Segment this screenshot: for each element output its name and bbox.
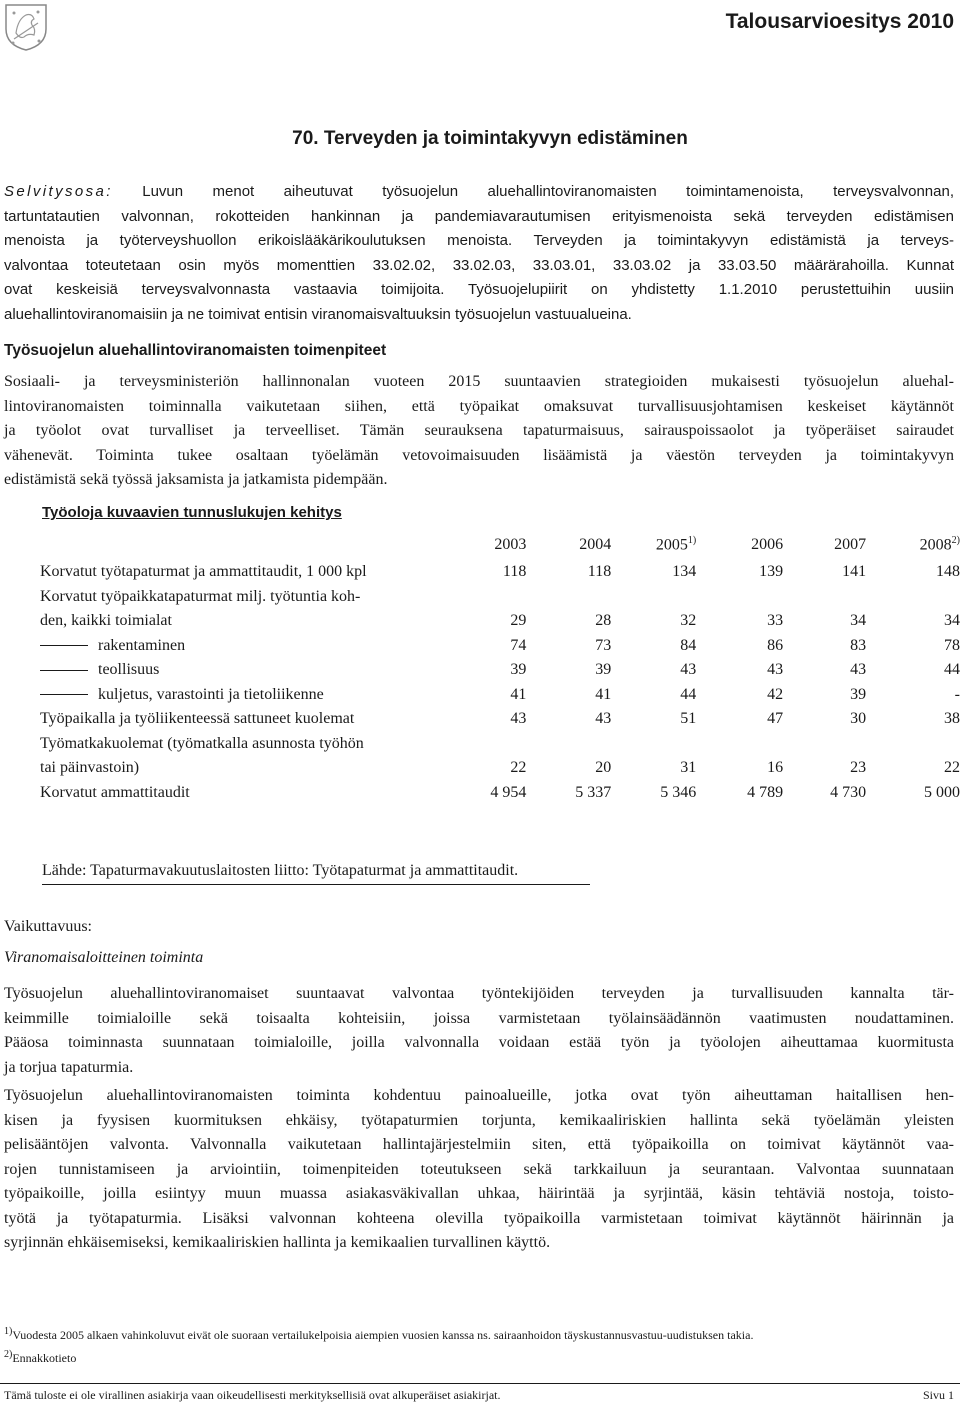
table-cell: 41: [595, 685, 612, 703]
year-header: 2007: [834, 536, 867, 553]
table-row: [40, 683, 960, 708]
year-header: 2003: [494, 536, 527, 553]
table-cell: 134: [672, 563, 697, 580]
measures-paragraph: Sosiaali- ja terveysministeriön hallinnonalan vuoteen 2015 suuntaavien strategioiden mukaisesti työsuojelun aluehal- lintoviranomaisten toiminnalla vaikutetaan siihen, että työpaikat omaksuvat turvallisuusjohtamisen keskeiset käytännöt ja työolot ovat turvalliset ja terveelliset. Tämän seurauksena tapaturmaisuus, sairauspoissaolot ja työperäiset sairaudet vähenevät. Toiminta tukee osaltaan työelämän vetovoimaisuuden lisäämistä ja väestön terveyden ja toimintakyvyn edistämistä sekä työssä jaksamista ja jatkamista pidempään.: [4, 373, 954, 488]
table-cell: 38: [944, 710, 960, 727]
table-cell: 5 000: [924, 783, 960, 801]
table-cell: 34: [850, 612, 867, 629]
table-row: [40, 658, 960, 683]
table-cell: 51: [680, 710, 697, 727]
table-cell: 74: [510, 636, 527, 654]
table-cell: 39: [510, 661, 527, 678]
table-cell: 32: [680, 612, 697, 629]
table-row: [40, 732, 960, 781]
table-cell: 44: [680, 685, 697, 703]
table-cell: 41: [510, 685, 527, 703]
table-cell: 43: [680, 661, 697, 678]
intro-line: menoista ja työterveyshuollon erikoislääkärikoulutuksen menoista. Terveyden ja toimintakyvyn edistämistä ja terveys-: [4, 232, 954, 249]
table-cell: 4 730: [830, 783, 867, 801]
footer-divider: [0, 1383, 960, 1384]
table-cell: 43: [510, 710, 527, 727]
table-cell: 22: [944, 759, 960, 776]
table-title: Työoloja kuvaavien tunnuslukujen kehitys: [42, 504, 342, 521]
subheading: Työsuojelun aluehallintoviranomaisten toimenpiteet: [4, 342, 387, 359]
impact-paragraph-2: Työsuojelun aluehallintoviranomaisten toiminta kohdentuu painoalueille, jotka ovat työn aiheuttaman haitallisen hen- kisen ja fyysisen kuormituksen ehkäisy, työtapaturmien torjunta, kemikaaliriskien hallinta sekä työelämän yleisten pelisääntöjen valvonta. Valvonnalla vaikutetaan hallintajärjestelmiin siten, että työpaikoilla on toimivat käytännöt vaa- rojen tunnistamiseen ja arviointiin, toimenpiteiden toteutukseen sekä tarkkailuun ja seurantaan. Valvontaa suunnataan työpaikoille, joilla esiintyy muun muassa asiakasväkivallan uhkaa, häirintää ja syrjintää, käsin tehtäviä nostoja, toisto- työtä ja työtapaturmia. Lisäksi valvonnan kohteena olevilla työpaikoilla varmistetaan toimivat käytännöt häirinnän ja syrjinnän ehkäisemiseksi, kemikaaliriskien hallinta ja kemikaalien turvallinen käyttö.: [4, 1087, 954, 1251]
intro-paragraph: Selvitysosa: Luvun menot aiheutuvat työsuojelun aluehallintoviranomaisten toimintamenoista, terveysvalvonnan, tartuntatautien valvonnan, rokotteiden hankinnan ja pandemiavarautumisen erityismenoista sekä terveyden edistämisen menoista ja työterveyshuollon erikoislääkärikoulutuksen menoista. Terveyden ja toimintakyvyn edistämistä ja terveys- valvontaa toteutetaan osin myös momenttien 33.02.02, 33.02.03, 33.03.01, 33.03.02 ja 33.03.50 määrärahoilla. Kunnat ovat keskeisiä terveysvalvonnasta vastaavia toimijoita. Työsuojelupiirit on yhdistetty 1.1.2010 perustettuihin uusiin aluehallintoviranomaisiin ja ne toimivat entisin viranomaisvaltuuksin työsuojelun vastuualueina.: [4, 183, 954, 323]
impact-subheading: Viranomaisaloitteinen toiminta: [4, 949, 204, 966]
row-label: kuljetus, varastointi ja tietoliikenne: [40, 683, 439, 708]
table-cell: 33: [767, 612, 784, 629]
table-cell: 43: [850, 661, 867, 678]
table-cell: 78: [944, 636, 960, 654]
table-cell: 44: [944, 661, 960, 678]
table-cell: 43: [767, 661, 784, 678]
indent-dash: [40, 645, 88, 646]
page-number: Sivu 1: [922, 1388, 954, 1402]
indicator-table: [40, 530, 960, 805]
table-cell: 39: [595, 661, 612, 678]
table-cell: 42: [767, 685, 784, 703]
row-label: teollisuus: [40, 658, 439, 683]
table-cell: 43: [595, 710, 612, 727]
table-cell: 4 789: [747, 783, 784, 801]
table-row: [40, 634, 960, 659]
table-cell: 34: [944, 612, 960, 629]
coat-of-arms-icon: [4, 3, 48, 51]
table-cell: 86: [767, 636, 784, 654]
table-cell: 47: [767, 710, 784, 727]
table-cell: 4 954: [490, 783, 527, 801]
table-cell: -: [954, 685, 960, 703]
row-label: Korvatut työtapaturmat ja ammattitaudit, 1 000 kpl: [40, 563, 367, 580]
table-cell: 148: [936, 563, 960, 580]
row-label: rakentaminen: [40, 634, 439, 659]
table-cell: 118: [502, 563, 527, 580]
impact-paragraph-1: Työsuojelun aluehallintoviranomaiset suuntaavat valvontaa työntekijöiden terveyden ja turvallisuuden kannalta tär- keimmille toimialoille sekä toisaalta kohteisiin, joissa varmistetaan työlainsäädännön vaatimusten noudattaminen. Pääosa toiminnasta suunnataan toimialoille, joilla valvonnalla voidaan estää työn ja työolojen aiheuttamaa kuormitusta ja torjua tapaturmia.: [4, 985, 954, 1076]
footnote-2: $^{2)}$Ennakkotieto: [4, 1349, 77, 1365]
indent-dash: [40, 670, 88, 671]
table-row: [40, 585, 960, 634]
indent-dash: [40, 694, 88, 695]
table-cell: 29: [510, 612, 527, 629]
year-header: 2004: [579, 536, 612, 553]
impact-heading: Vaikuttavuus:: [4, 918, 92, 935]
table-cell: 73: [595, 636, 612, 654]
table-source: Lähde: Tapaturmavakuutuslaitosten liitto: Työtapaturmat ja ammattitaudit.: [42, 862, 519, 879]
row-label: Työpaikalla ja työliikenteessä sattuneet kuolemat: [40, 710, 355, 727]
table-cell: 118: [587, 563, 612, 580]
row-label: Korvatut työpaikkatapaturmat milj. työtuntia koh- den, kaikki toimialat: [40, 587, 361, 629]
table-row: [40, 781, 960, 806]
table-cell: 31: [680, 759, 697, 776]
year-header: 2008$^{2)}$: [919, 535, 960, 554]
table-cell: 20: [595, 759, 612, 776]
year-header: 2006: [751, 536, 784, 553]
table-cell: 5 337: [575, 783, 612, 801]
row-label: Työmatkakuolemat (työmatkalla asunnosta työhön tai päinvastoin): [40, 734, 364, 776]
table-cell: 84: [680, 636, 697, 654]
table-header-row: [40, 530, 960, 560]
table-cell: 83: [850, 636, 867, 654]
source-underline: [42, 884, 590, 885]
table-row: [40, 560, 960, 585]
year-header: 2005$^{1)}$: [655, 535, 697, 554]
table-cell: 22: [510, 759, 527, 776]
table-cell: 139: [759, 563, 784, 580]
table-cell: 141: [842, 563, 867, 580]
table-cell: 30: [850, 710, 867, 727]
section-title: 70. Terveyden ja toimintakyvyn edistäminen: [292, 128, 688, 149]
table-cell: 39: [850, 685, 867, 703]
table-cell: 28: [595, 612, 612, 629]
table-cell: 23: [850, 759, 867, 776]
table-cell: 16: [767, 759, 784, 776]
footer-disclaimer: Tämä tuloste ei ole virallinen asiakirja vaan oikeudellisesti merkityksellisiä ovat alkuperäiset asiakirjat.: [4, 1388, 501, 1402]
row-label: Korvatut ammattitaudit: [40, 783, 190, 801]
table-row: [40, 707, 960, 732]
document-header-title: Talousarvioesitys 2010: [725, 10, 954, 33]
intro-label: Selvitysosa:: [4, 183, 113, 200]
footnote-1: $^{1)}$Vuodesta 2005 alkaen vahinkoluvut eivät ole suoraan vertailukelpoisia aiempien vuosien kanssa ns. sairaanhoidon täyskustannusvastuu-uudistuksen takia.: [4, 1326, 754, 1342]
table-cell: 5 346: [660, 783, 697, 801]
